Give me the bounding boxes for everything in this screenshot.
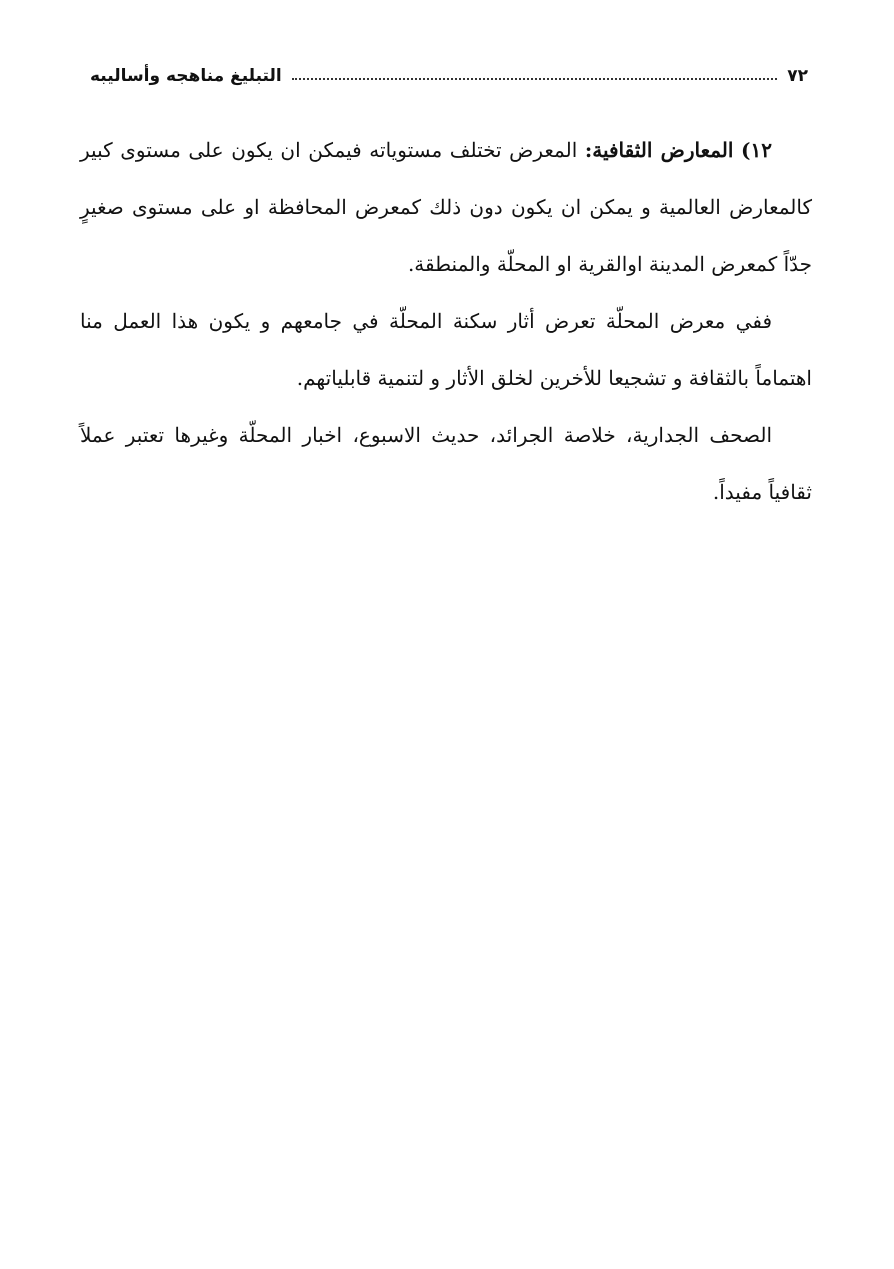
paragraph-2-text: ففي معرض المحلّة تعرض أثار سكنة المحلّة في جامعهم و يكون هذا العمل منا اهتماماً بالثقافة و تشجيعا للأخرين لخلق الأثار و لتنمية قابلياتهم. <box>80 309 812 390</box>
section-number: ١٢) <box>741 138 772 162</box>
page-number: ٧٢ <box>787 66 808 86</box>
paragraph-1-text: المعرض تختلف مستوياته فيمكن ان يكون على مستوى كبير كالمعارض العالمية و يمكن ان يكون دون ذلك كمعرض المحافظة او على مستوى صغيرٍ جدّاً كمعرض المدينة اوالقرية او المحلّة والمنطقة. <box>80 138 812 276</box>
running-header <box>90 52 808 86</box>
section-paragraph-3 <box>80 407 812 521</box>
page-body <box>80 122 812 521</box>
book-title: التبليغ مناهجه وأساليبه <box>90 66 282 86</box>
section-heading: المعارض الثقافية: <box>584 138 734 162</box>
paragraph-3-text: الصحف الجدارية، خلاصة الجرائد، حديث الاسبوع، اخبار المحلّة وغيرها تعتبر عملاً ثقافياً مفيداً. <box>80 423 812 504</box>
section-paragraph-2 <box>80 293 812 407</box>
section-paragraph-1 <box>80 122 812 293</box>
dotted-leader <box>292 78 778 80</box>
